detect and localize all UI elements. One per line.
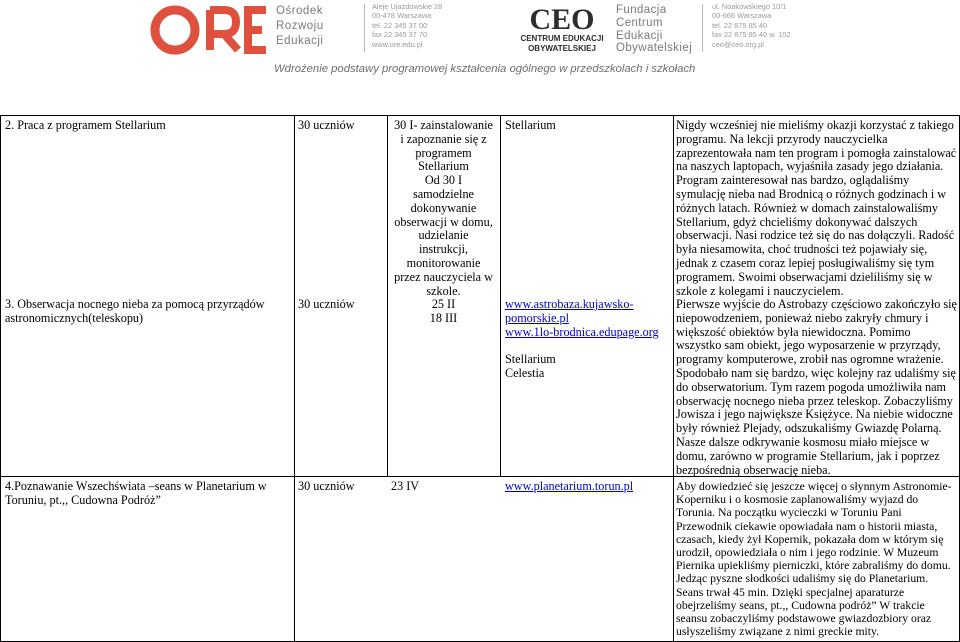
- activity-cell: 3. Obserwacja nocnego nieba za pomocą przyrządów astronomicznych(teleskopu): [5, 297, 265, 325]
- table-border-top: [0, 115, 960, 116]
- participants-cell: 30 uczniów: [298, 297, 355, 311]
- classes-cell: 30 I- zainstalowanie i zapoznanie się z programem Stellarium Od 30 I samodzielne dokonywanie obserwacji w domu, udzielanie instrukcji, monitorowanie przez nauczyciela w szkole.: [394, 118, 493, 298]
- classes-cell: 23 IV: [391, 479, 420, 493]
- resources-cell: Stellarium: [505, 118, 556, 132]
- ceo-name: Fundacja Centrum Edukacji Obywatelskiej: [616, 4, 693, 55]
- description-cell: Aby dowiedzieć się jeszcze więcej o słynnym Astronomie- Koperniku i o kosmosie zaplanowaliśmy wyjazd do Torunia. Na początku wycieczki w Toruniu Pani Przewodnik ciekawie opowiadała nam o historii miasta, czasach, kiedy żył Kopernik, pokazała dom w którym się urodził, opowiedziała o nim i jego rodzinie. W Muzeum Piernika upiekliśmy pierniczki, które zabraliśmy do domu. Jedząc pyszne słodkości udaliśmy się do Planetarium. Seans trwał 45 min. Dzięki specjalnej aparaturze obejrzeliśmy seans, pt.,, Cudowna podróż” W trakcie seansu zobaczyliśmy podstawowe gwiazdozbiory oraz usłyszeliśmy związane z nimi greckie mity.: [676, 480, 952, 639]
- astrobaza-link[interactable]: www.astrobaza.kujawsko-: [505, 297, 634, 311]
- participants-cell: 30 uczniów: [298, 479, 355, 493]
- participants-cell: 30 uczniów: [298, 118, 355, 132]
- school-link[interactable]: www.1lo-brodnica.edupage.org: [505, 324, 659, 339]
- column-divider: [294, 115, 295, 642]
- svg-text:OBYWATELSKIEJ: OBYWATELSKIEJ: [528, 44, 596, 53]
- page-header: [0, 0, 960, 95]
- ore-logo: [148, 2, 268, 58]
- svg-text:CEO: CEO: [529, 3, 595, 36]
- project-tagline: Wdrożenie podstawy programowej kształcenia ogólnego w przedszkolach i szkołach: [274, 63, 696, 75]
- divider: [702, 4, 703, 52]
- activity-cell: 2. Praca z programem Stellarium: [5, 118, 166, 132]
- divider: [364, 4, 365, 52]
- resources-cell: www.astrobaza.kujawsko- pomorskie.pl www.1lo-brodnica.edupage.org Stellarium Celestia: [505, 298, 671, 381]
- column-divider: [500, 115, 501, 476]
- ceo-logo: [508, 2, 616, 54]
- activity-cell: 4.Poznawanie Wszechświata –seans w Planetarium w Toruniu, pt.,, Cudowna Podróż”: [5, 479, 267, 507]
- ore-name: Ośrodek Rozwoju Edukacji: [276, 5, 324, 47]
- column-divider: [0, 115, 1, 642]
- ceo-address: ul. Noakowskiego 10/1 00-666 Warszawa tel. 22 875 85 40 fax 22 875 85 40 w. 102 ceo@ceo.org.pl: [712, 2, 791, 49]
- resources-cell: [505, 480, 671, 494]
- svg-text:CENTRUM EDUKACJI: CENTRUM EDUKACJI: [520, 34, 604, 43]
- astrobaza-link[interactable]: pomorskie.pl: [505, 310, 569, 325]
- description-cell: Nigdy wcześniej nie mieliśmy okazji korzystać z takiego programu. Na lekcji przyrody nauczycielka zaprezentowała nam ten program i pomogła zainstalować na naszych laptopach, wyjaśniła zasady jego działania. Program zainteresował nas bardzo, oglądaliśmy symulację nieba nad Brodnicą o różnych godzinach i w różnych latach. Również w domach zainstalowaliśmy Stellarium, gdyż chcieliśmy dokonywać dalszych obserwacji. Nasi rodzice też się do nas dołączyli. Radość była niesamowita, choć trudności też pojawiały się, jednak z czasem coraz lepiej posługiwaliśmy się tym programem. Swoimi obserwacjami dzieliliśmy się w szkole z kolegami i nauczycielem.: [676, 118, 957, 298]
- classes-cell: 25 II 18 III: [429, 297, 458, 325]
- activities-table: [0, 115, 960, 642]
- ore-address: Aleje Ujazdowskie 28 00-478 Warszawa tel. 22 345 37 00 fax 22 345 37 70 www.ore.edu.pl: [372, 2, 443, 49]
- description-cell: Pierwsze wyjście do Astrobazy częściowo zakończyło się niepowodzeniem, ponieważ niebo zakryły chmury i większość obiektów była niewidoczna. Pomimo wszystko sam obiekt, jego wyposarzenie w przyrządy, programy komputerowe, zrobił nas ogromne wrażenie. Spodobało nam się bardzo, więc kolejny raz udaliśmy się do obserwatorium. Tym razem pogoda umożliwiła nam obserwację nocnego nieba przez teleskop. Zobaczyliśmy Jowisza i jego największe Księżyce. Na niebie widoczne były również Plejady, odszukaliśmy Gwiazdę Polarną. Nasze dalsze odkrywanie kosmosu miało miejsce w domu, zarówno w programie Stellarium, jak i poprzez bezpośrednią obserwację nieba.: [676, 297, 957, 477]
- planetarium-link[interactable]: www.planetarium.torun.pl: [505, 479, 634, 493]
- column-divider: [673, 115, 674, 642]
